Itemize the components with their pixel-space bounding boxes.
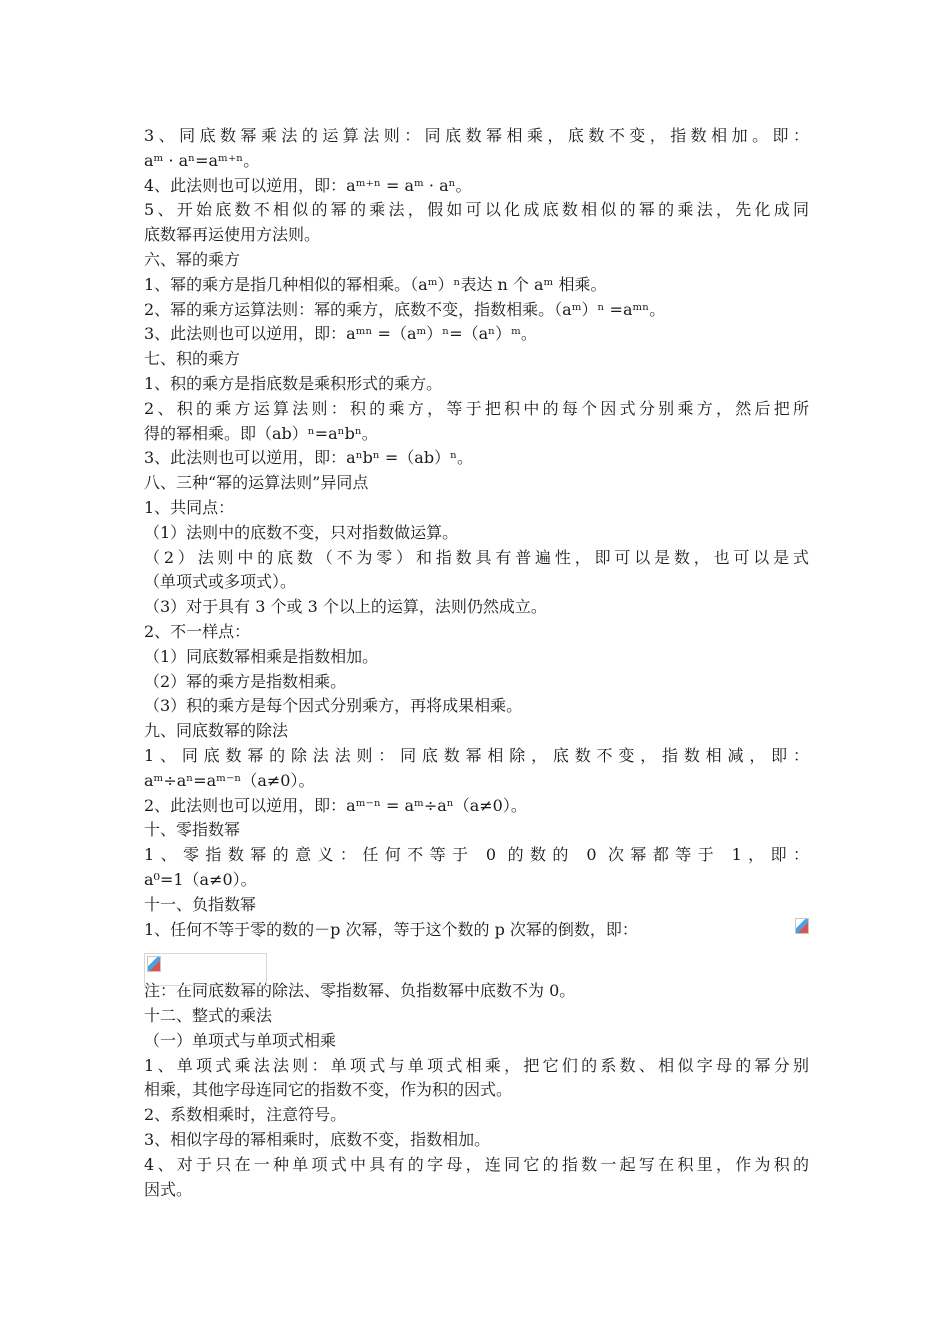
text-line: （1）同底数幂相乘是指数相加。 [144, 646, 379, 666]
text-line: 得的幂相乘。即（ab）ⁿ=aⁿbⁿ。 [144, 423, 378, 443]
text-line: 2、幂的乘方运算法则：幂的乘方，底数不变，指数相乘。（aᵐ）ⁿ =aᵐⁿ。 [144, 299, 666, 319]
text-line: （单项式或多项式）。 [144, 572, 297, 592]
text-line: （2）幂的乘方是指数相乘。 [144, 671, 347, 691]
text-line-content: 1、任何不等于零的数的－p 次幂，等于这个数的 p 次幂的倒数，即： [144, 919, 638, 939]
text-line: a⁰=1（a≠0）。 [144, 869, 257, 889]
text-line: 因式。 [144, 1179, 193, 1199]
text-line: 1、共同点： [144, 497, 235, 517]
text-line: 4、对于只在一种单项式中具有的字母，连同它的指数一起写在积里，作为积的 [144, 1154, 809, 1174]
text-line: （3）积的乘方是每个因式分别乘方，再将成果相乘。 [144, 696, 523, 716]
text-line: 1、积的乘方是指底数是乘积形式的乘方。 [144, 373, 443, 393]
text-line [144, 918, 809, 943]
text-line: 3、同底数幂乘法的运算法则：同底数幂相乘，底数不变，指数相加。即： [144, 126, 809, 145]
text-line: （3）对于具有 3 个或 3 个以上的运算，法则仍然成立。 [144, 597, 547, 617]
text-line: 注：在同底数幂的除法、零指数幂、负指数幂中底数不为 0。 [144, 981, 576, 1001]
text-line: 底数幂再运使用方法则。 [144, 225, 321, 245]
section-heading: 十、零指数幂 [144, 820, 241, 840]
text-line: aᵐ÷aⁿ=aᵐ⁻ⁿ（a≠0）。 [144, 770, 315, 790]
text-line: 2、不一样点： [144, 621, 251, 641]
text-line: 3、此法则也可以逆用，即：aⁿbⁿ =（ab）ⁿ。 [144, 448, 474, 468]
text-line: 1、同底数幂的除法法则：同底数幂相除，底数不变，指数相减，即： [144, 745, 809, 765]
text-line: 3、此法则也可以逆用，即：aᵐⁿ =（aᵐ）ⁿ=（aⁿ）ᵐ。 [144, 324, 537, 344]
broken-image-icon [147, 956, 161, 972]
text-line: 2、积的乘方运算法则：积的乘方，等于把积中的每个因式分别乘方，然后把所 [144, 398, 809, 418]
text-line: 3、相似字母的幂相乘时，底数不变，指数相加。 [144, 1130, 491, 1150]
text-line: 4、此法则也可以逆用，即：aᵐ⁺ⁿ = aᵐ · aⁿ。 [144, 175, 472, 195]
text-line: 5、开始底数不相似的幂的乘法，假如可以化成底数相似的幂的乘法，先化成同 [144, 200, 809, 220]
text-line: 1、零指数幂的意义：任何不等于 0 的数的 0 次幂都等于 1，即： [144, 845, 809, 865]
text-line: 1、幂的乘方是指几种相似的幂相乘。（aᵐ）ⁿ表达 n 个 aᵐ 相乘。 [144, 274, 607, 294]
section-heading: 十一、负指数幂 [144, 894, 257, 914]
section-heading: 六、幂的乘方 [144, 249, 241, 269]
broken-image-icon [795, 918, 809, 934]
subsection-heading: （一）单项式与单项式相乘 [144, 1030, 337, 1050]
text-line: aᵐ · aⁿ=aᵐ⁺ⁿ。 [144, 150, 260, 170]
section-heading: 十二、整式的乘法 [144, 1006, 273, 1026]
text-line: 1、单项式乘法法则：单项式与单项式相乘，把它们的系数、相似字母的幂分别 [144, 1055, 809, 1075]
text-line: （2）法则中的底数（不为零）和指数具有普遍性，即可以是数，也可以是式 [144, 547, 809, 567]
section-heading: 八、三种“幂的运算法则”异同点 [144, 473, 369, 493]
text-line: （1）法则中的底数不变，只对指数做运算。 [144, 522, 459, 542]
document-body [144, 124, 809, 1202]
text-line: 2、此法则也可以逆用，即：aᵐ⁻ⁿ = aᵐ÷aⁿ（a≠0）。 [144, 795, 527, 815]
formula-image-box [144, 953, 267, 986]
text-line: 相乘，其他字母连同它的指数不变，作为积的因式。 [144, 1080, 513, 1100]
text-line: 2、系数相乘时，注意符号。 [144, 1105, 347, 1125]
section-heading: 九、同底数幂的除法 [144, 721, 289, 741]
section-heading: 七、积的乘方 [144, 349, 241, 369]
